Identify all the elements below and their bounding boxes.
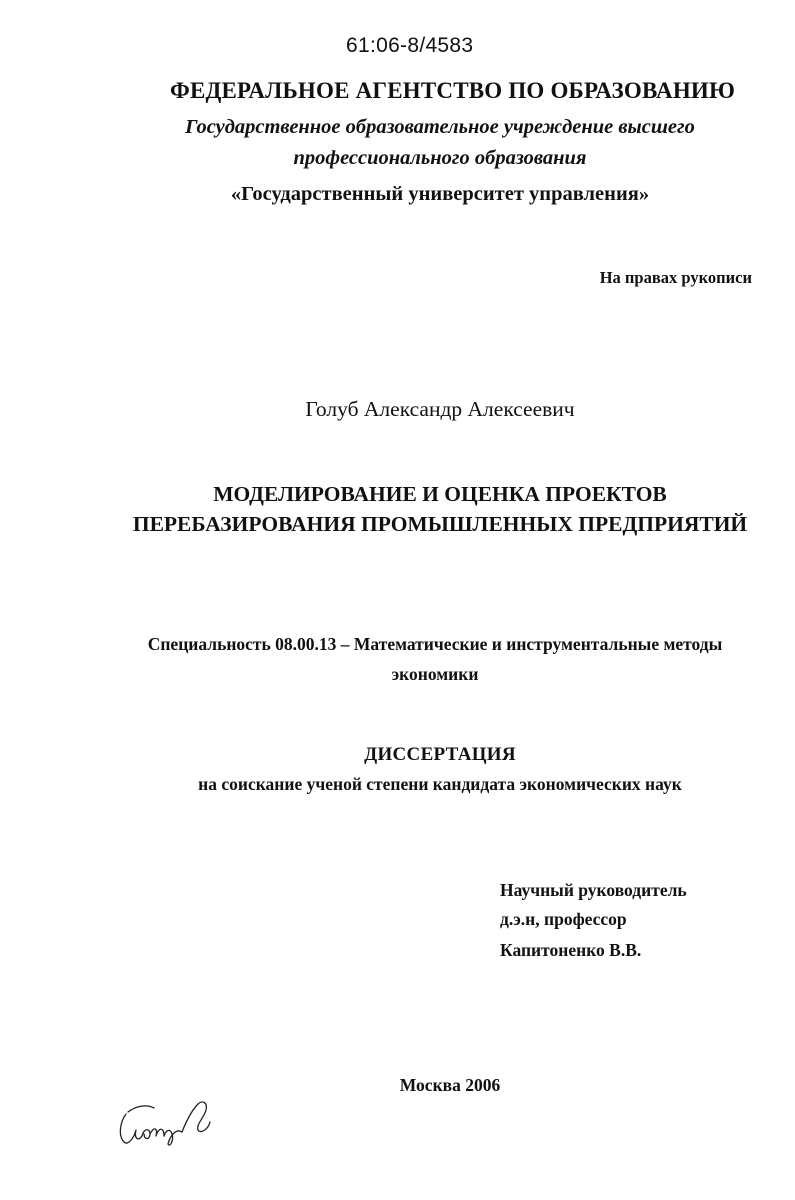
thesis-title-line-2: ПЕРЕБАЗИРОВАНИЯ ПРОМЫШЛЕННЫХ ПРЕДПРИЯТИЙ <box>132 512 748 536</box>
signature-drawing <box>112 1092 222 1152</box>
degree-description: на соискание ученой степени кандидата экономических наук <box>198 774 682 794</box>
supervisor-name: Капитоненко В.В. <box>500 940 642 960</box>
author-name: Голуб Александр Алексеевич <box>305 397 575 421</box>
specialty-line-1: Специальность 08.00.13 – Математические и инструментальные методы <box>147 634 723 654</box>
city-year: Москва 2006 <box>399 1075 501 1095</box>
supervisor-role: Научный руководитель <box>500 880 687 900</box>
specialty-line-2: экономики <box>391 664 479 684</box>
rights-note: На правах рукописи <box>599 268 752 287</box>
handwritten-signature <box>112 1092 222 1152</box>
university-name: «Государственный университет управления» <box>230 183 650 205</box>
supervisor-rank: д.э.н, профессор <box>500 909 627 929</box>
institution-line-2: профессионального образования <box>293 147 587 169</box>
thesis-title-line-1: МОДЕЛИРОВАНИЕ И ОЦЕНКА ПРОЕКТОВ <box>213 482 667 506</box>
agency-heading: ФЕДЕРАЛЬНОЕ АГЕНТСТВО ПО ОБРАЗОВАНИЮ <box>170 78 736 103</box>
archive-stamp-code: 61:06-8/4583 <box>346 34 474 57</box>
dissertation-label: ДИССЕРТАЦИЯ <box>364 744 516 765</box>
institution-line-1: Государственное образовательное учреждение высшего <box>185 116 695 138</box>
